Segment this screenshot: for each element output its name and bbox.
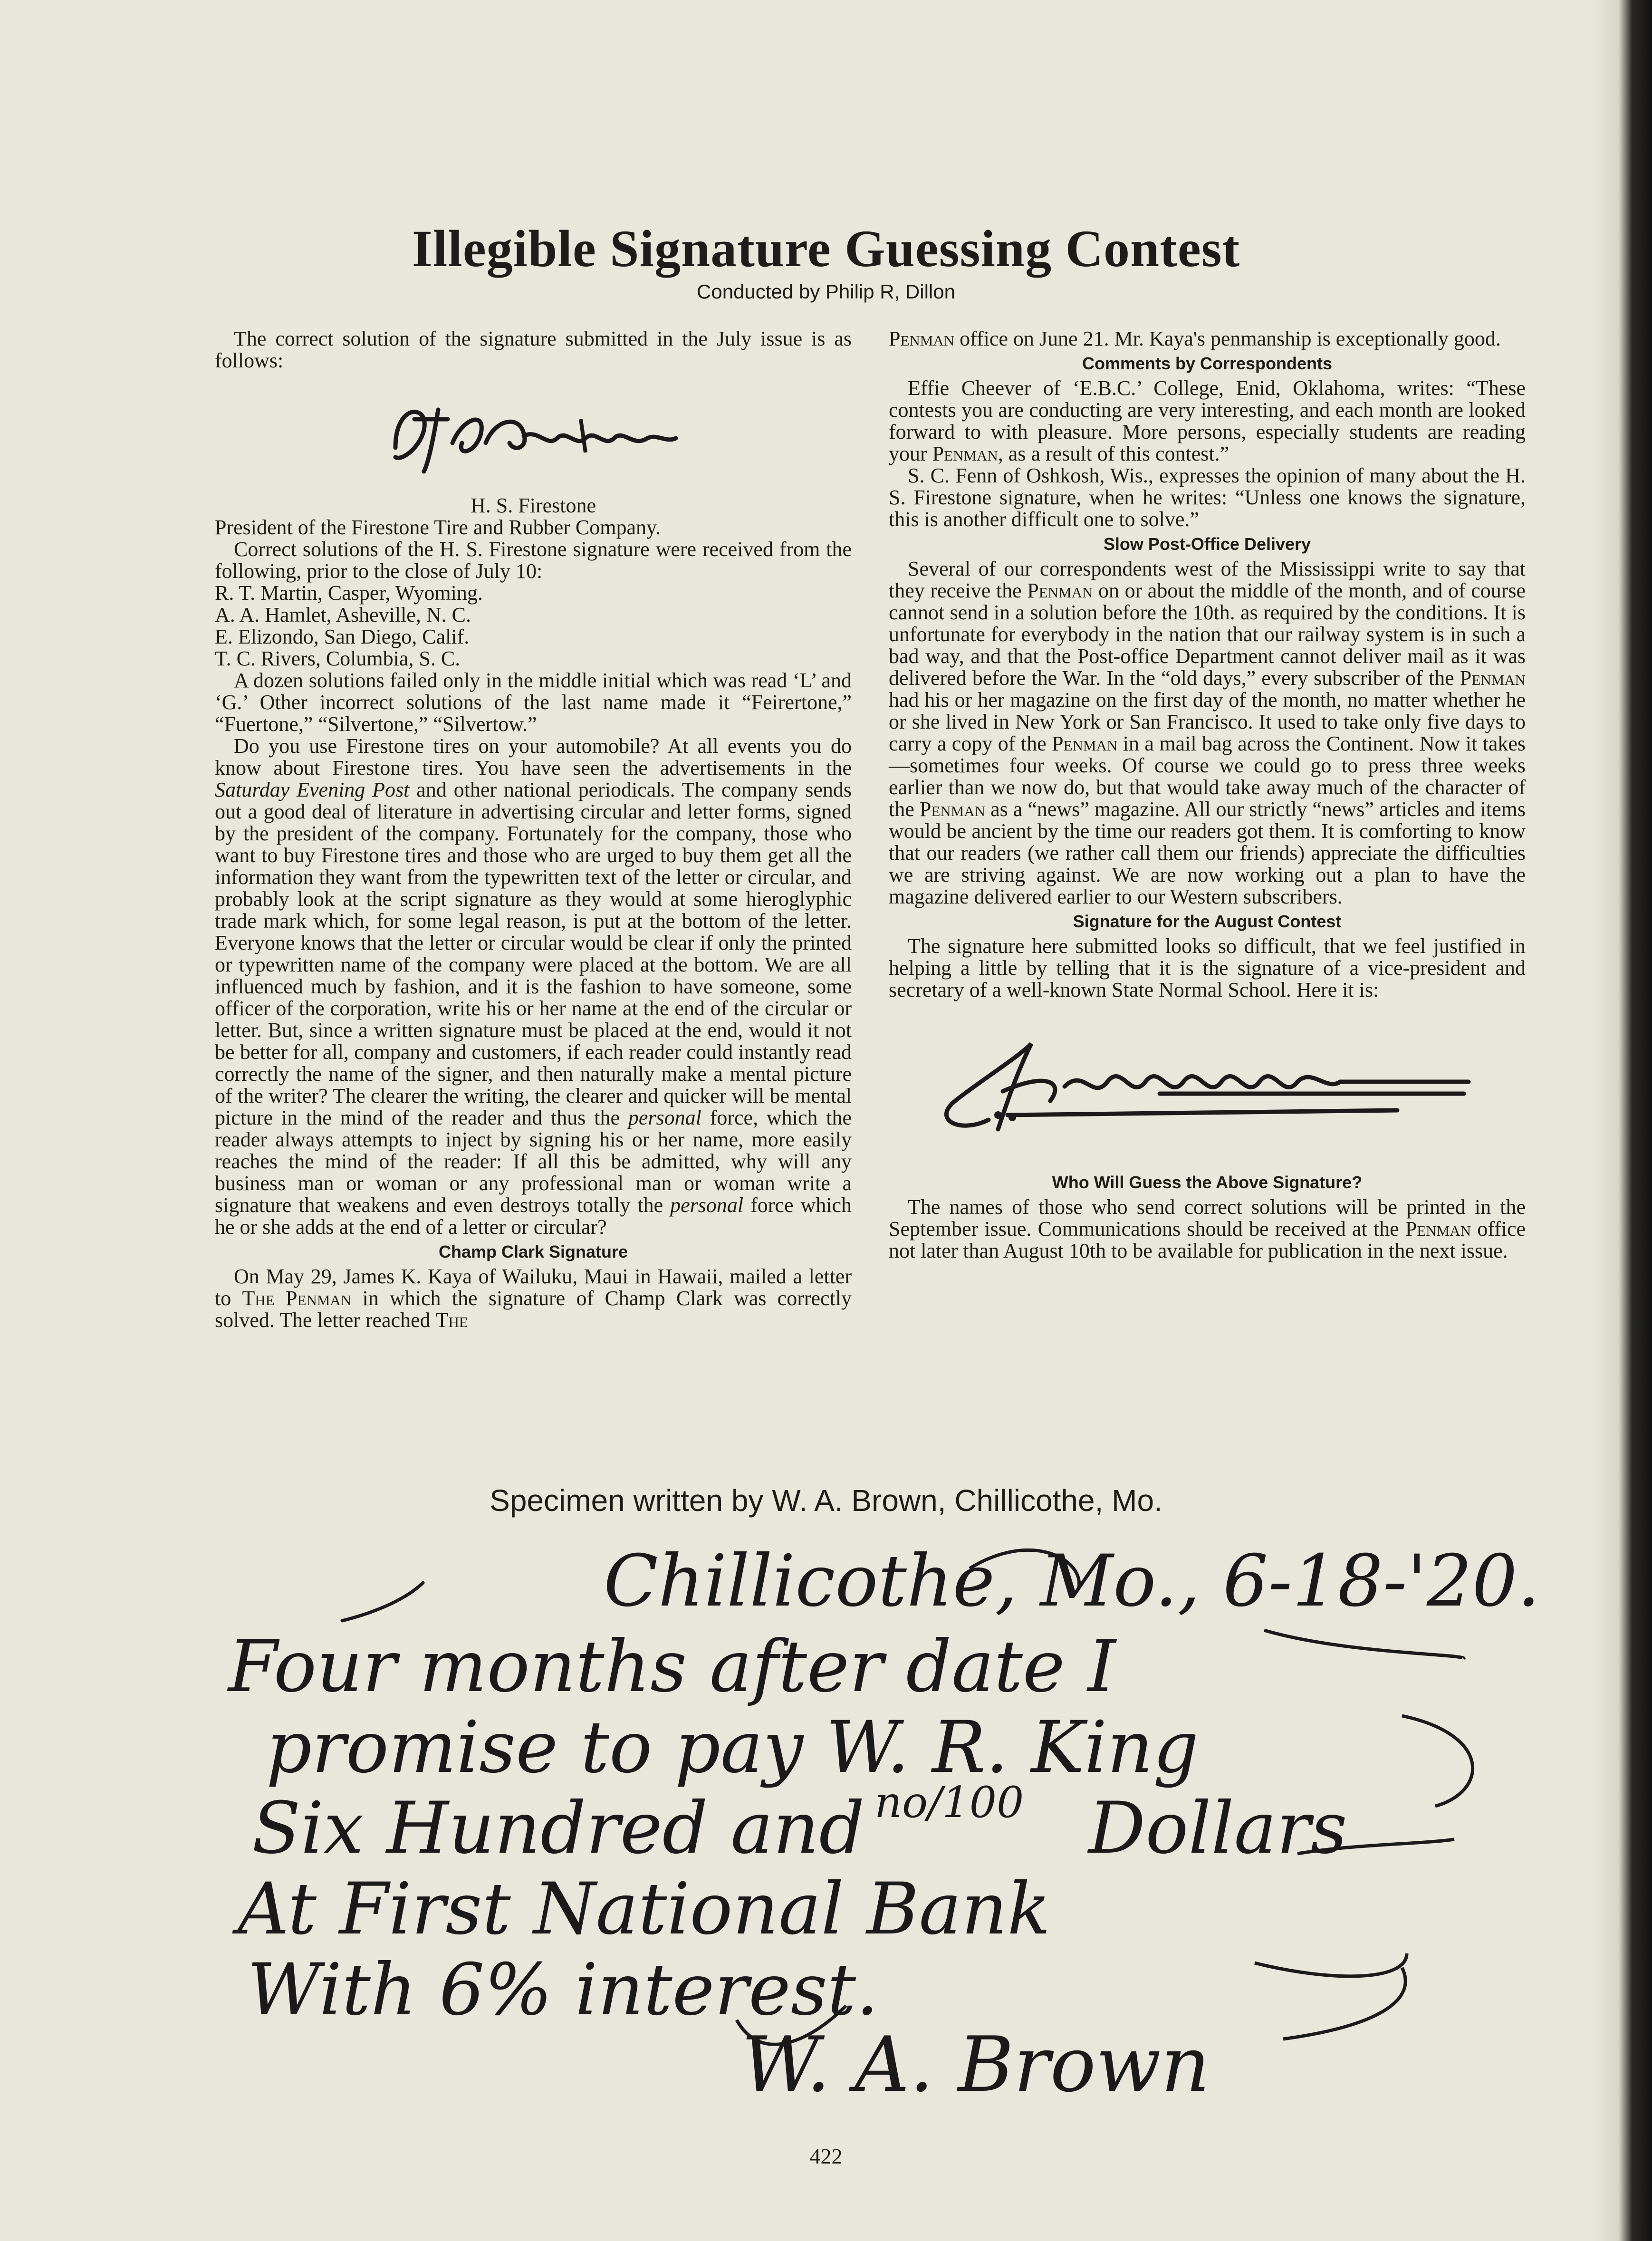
specimen-line-1: Four months after date I — [228, 1625, 1116, 1708]
personal-italic: personal — [628, 1106, 701, 1129]
penman-smallcaps: Penman — [932, 442, 998, 465]
solutions-intro: Correct solutions of the H. S. Firestone signature were received from the following, prior to the close of July 10: — [215, 538, 852, 583]
continued-text: office on June 21. Mr. Kaya's penmanship is exceptionally good. — [960, 327, 1501, 350]
page-number: 422 — [809, 2144, 843, 2168]
august-paragraph: The signature here submitted looks so difficult, that we feel justified in helping a little by telling that it is the signature of a vice-president and secretary of a well-known State Normal School. Here it is: — [889, 934, 1526, 1001]
penman-smallcaps: Penman — [889, 327, 955, 350]
champ-text-1: On May 29, James K. Kaya of Wailuku, Maui in Hawaii, mailed a letter to — [215, 1265, 852, 1310]
slow-text-2: on or about the middle of the month, and of course cannot send in a solution before the 10th. as required by the conditions. It is unfortunate for everybody in the nation that our railway system is in such a bad way, and that the Post-office Department cannot deliver mail as it was delivered before the War. In the “old days,” every subscriber of the — [889, 579, 1526, 690]
specimen-fraction: no/100 — [874, 1778, 1024, 1827]
firestone-text-2: and other national periodicals. The company sends out a good deal of literature in advertising circular and letter forms, signed by the president of the company. Fortunately for the company, those who want to buy Firestone tires and those who are urged to buy them get all the information they want from the typewritten text of the letter or circular, and probably look at the script signature as they would at some hieroglyphic trade mark which, for some legal reason, is put at the bottom of the letter. Everyone knows that the letter or circular would be clear if only the printed or typewritten name of the company were placed at the bottom. We are all influenced much by fashion, and it is the fashion to have someone, some officer of the corporation, write his or her name at the end of the circular or letter. But, since a written signature must be placed at the end, would it not be better for all, company and customers, if each reader could instantly read correctly the name of the signer, and then naturally make a mental picture of the writer? The clearer the writing, the clearer and quicker will be mental picture in the mind of the reader and thus the — [215, 778, 852, 1129]
page-title: Illegible Signature Guessing Contest — [412, 220, 1240, 278]
specimen-line-date: Chillicothe, Mo., 6-18-'20. — [604, 1540, 1540, 1623]
saturday-post-title: Saturday Evening Post — [215, 778, 410, 801]
champ-text-2: in which the signature of Champ Clark was correctly solved. The letter reached — [215, 1287, 852, 1332]
penman-smallcaps: Penman — [1052, 732, 1118, 755]
who-will-guess-heading: Who Will Guess the Above Signature? — [1052, 1173, 1363, 1192]
solver-item: E. Elizondo, San Diego, Calif. — [215, 625, 470, 648]
august-contest-heading: Signature for the August Contest — [1073, 912, 1342, 931]
effie-text-1: Effie Cheever of ‘E.B.C.’ College, Enid, Oklahoma, writes: “These contests you are conducting are very interesting, and each month are looked forward to with pleasure. More persons, especially students are reading your — [889, 376, 1526, 465]
specimen-line-5: With 6% interest. — [247, 1949, 879, 2031]
signature-name: H. S. Firestone — [471, 494, 596, 517]
slow-text-4: in a mail bag across the Continent. Now it takes—sometimes four weeks. Of course we could go to press three weeks earlier than we now do, but that would take away much of the character of the — [889, 732, 1526, 821]
fenn-paragraph: S. C. Fenn of Oshkosh, Wis., expresses the opinion of many about the H. S. Firestone signature, when he writes: “Unless one knows the signature, this is another difficult one to solve.” — [889, 464, 1526, 531]
slow-text-3: had his or her magazine on the first day of the month, no matter whether he or she lived in New York or San Francisco. It used to take only five days to carry a copy of the — [889, 688, 1526, 755]
firestone-text-1: Do you use Firestone tires on your automobile? At all events you do know about Firestone tires. You have seen the advertisements in the — [215, 734, 852, 779]
the-smallcaps: The — [435, 1308, 468, 1332]
solver-item: R. T. Martin, Casper, Wyoming. — [215, 581, 483, 605]
specimen-signature: W. A. Brown — [741, 2020, 1210, 2109]
failed-paragraph: A dozen solutions failed only in the middle initial which was read ‘L’ and ‘G.’ Other incorrect solutions of the last name made it “Feirertone,” “Fuertone,” “Silvertone,” “Silvertow.” — [215, 669, 852, 736]
intro-paragraph: The correct solution of the signature submitted in the July issue is as follows: — [215, 327, 852, 372]
solver-item: A. A. Hamlet, Asheville, N. C. — [215, 603, 471, 626]
penman-smallcaps: Penman — [919, 798, 985, 821]
specimen-title: Specimen written by W. A. Brown, Chillicothe, Mo. — [490, 1483, 1162, 1518]
byline: Conducted by Philip R, Dillon — [697, 280, 955, 303]
names-text-1: The names of those who send correct solutions will be printed in the September issue. Communications should be received at the — [889, 1195, 1526, 1241]
comments-heading: Comments by Correspondents — [1082, 354, 1333, 373]
champ-clark-heading: Champ Clark Signature — [438, 1242, 628, 1261]
penman-smallcaps: Penman — [1460, 666, 1526, 690]
effie-text-2: , as a result of this contest.” — [998, 442, 1229, 465]
specimen-line-3: Six Hundred and — [252, 1787, 865, 1870]
personal-italic: personal — [670, 1193, 744, 1217]
slow-delivery-heading: Slow Post-Office Delivery — [1103, 534, 1311, 554]
penman-smallcaps: Penman — [1405, 1217, 1471, 1241]
slow-text-5: as a “news” magazine. All our strictly “news” articles and items would be ancient by the time our readers got them. It is comforting to know that our readers (we rather call them our friends) appreciate the difficulties we are striving against. We are now working out a plan to have the magazine delivered earlier to our Western subscribers. — [889, 798, 1526, 908]
penman-smallcaps: Penman — [1027, 579, 1093, 602]
the-penman-smallcaps: The Penman — [242, 1287, 352, 1310]
specimen-line-4: At First National Bank — [238, 1868, 1051, 1951]
firestone-text-3: force, which the reader always attempts to inject by signing his or her name, more easily reaches the mind of the reader: If all this be admitted, why will any business man or woman or any professional man or woman write a signature that weakens and even destroys totally the — [215, 1106, 852, 1217]
solver-item: T. C. Rivers, Columbia, S. C. — [215, 647, 461, 670]
names-text-2: office not later than August 10th to be available for publication in the next issue. — [889, 1217, 1526, 1262]
specimen-dollars: Dollars — [1088, 1787, 1347, 1870]
signature-title: President of the Firestone Tire and Rubber Company. — [215, 516, 661, 539]
specimen-line-2: promise to pay W. R. King — [266, 1706, 1199, 1789]
firestone-text-4: force which he or she adds at the end of a letter or circular? — [215, 1193, 852, 1239]
slow-text-1: Several of our correspondents west of the Mississippi write to say that they receive the — [889, 557, 1526, 602]
